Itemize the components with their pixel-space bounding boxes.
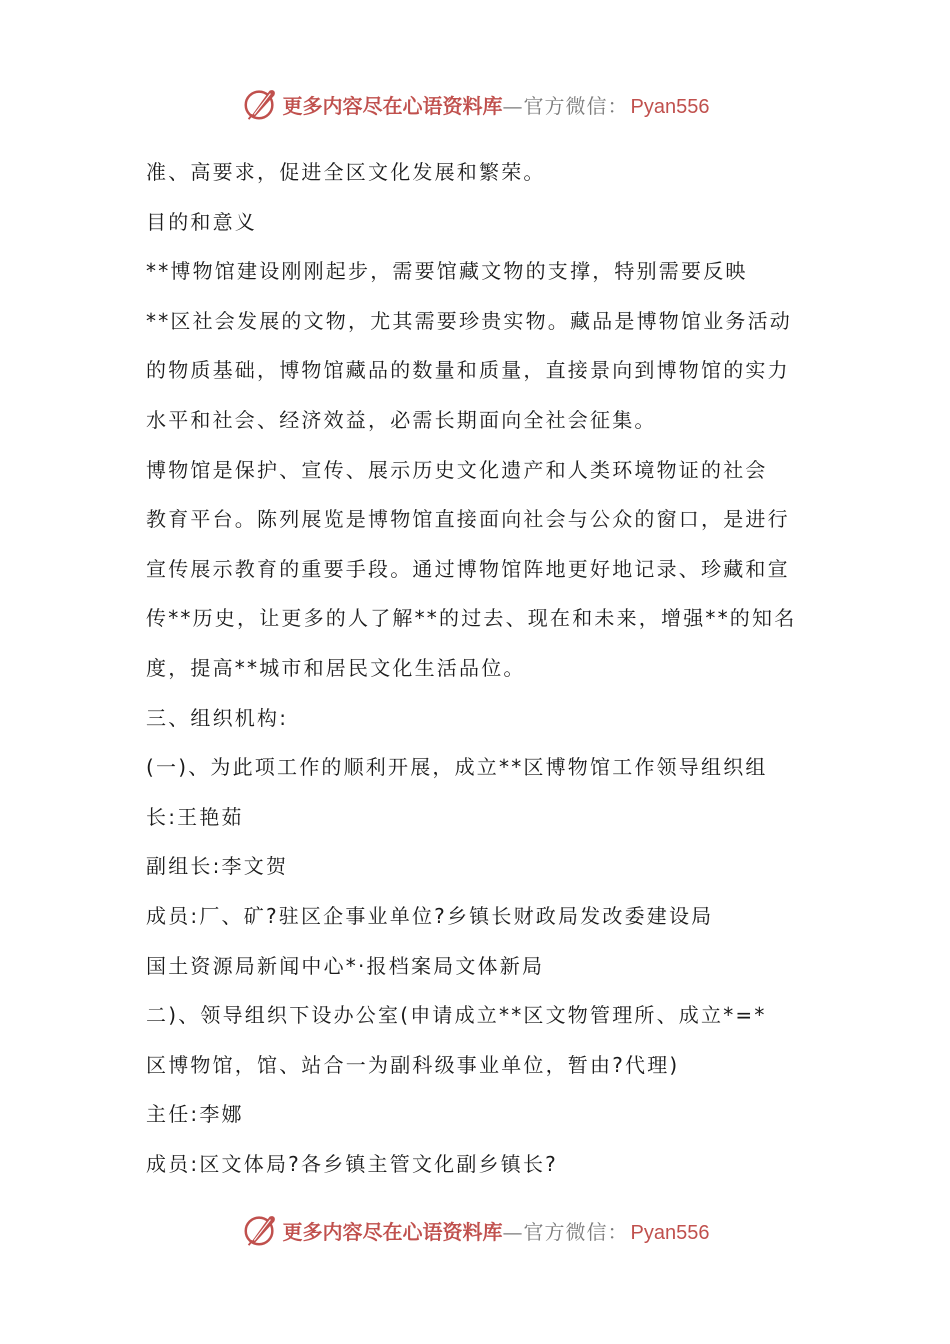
section-heading: 目的和意义 [146,209,257,234]
text-line: 度，提高**城市和居民文化生活品位。 [146,655,526,680]
header-banner [0,82,950,126]
header-dash: — [502,93,524,118]
header-promo [283,90,710,119]
text-line: 的物质基础，博物馆藏品的数量和质量，直接景向到博物馆的实力 [146,358,790,383]
header-wechat-id: Pyan556 [630,95,710,118]
text-line: 准、高要求，促进全区文化发展和繁荣。 [146,160,546,184]
footer-official-label: 官方微信： [523,1219,629,1244]
text-line: 国土资源局新闻中心*·报档案局文体新局 [146,953,545,978]
text-line: 宣传展示教育的重要手段。通过博物馆阵地更好地记录、珍藏和宣 [146,556,790,581]
section-heading: 三、组织机构: [146,705,289,730]
text-line: 成员:厂、矿?驻区企事业单位?乡镇长财政局发改委建设局 [146,903,714,928]
text-line: 成员:区文体局?各乡镇主管文化副乡镇长? [146,1151,558,1176]
footer-wechat-id: Pyan556 [630,1221,710,1244]
text-line: **博物馆建设刚刚起步，需要馆藏文物的支撑，特别需要反映 [146,259,748,284]
text-line: 长:王艳茹 [146,804,244,829]
footer-promo-text: 更多内容尽在心语资料库 [282,1219,503,1244]
text-line: 二)、领导组织下设办公室(申请成立**区文物管理所、成立*=* [146,1003,767,1028]
text-line: (一)、为此项工作的顺利开展，成立**区博物馆工作领导组织组 [146,755,768,780]
text-line: 副组长:李文贺 [146,854,289,879]
text-line: 传**历史，让更多的人了解**的过去、现在和未来，增强**的知名 [146,606,797,631]
text-line: 博物馆是保护、宣传、展示历史文化遗产和人类环境物证的社会 [146,457,768,482]
footer-dash: — [502,1219,524,1244]
quill-pen-in-circle-icon [241,1211,279,1249]
text-line: 主任:李娜 [146,1102,244,1127]
text-line: 区博物馆，馆、站合一为副科级事业单位，暂由?代理) [146,1052,680,1077]
footer-banner [0,1208,950,1252]
text-line: 教育平台。陈列展览是博物馆直接面向社会与公众的窗口，是进行 [146,507,790,532]
header-official-label: 官方微信： [523,93,629,118]
text-line: 水平和社会、经济效益，必需长期面向全社会征集。 [146,407,657,432]
quill-pen-in-circle-icon [241,85,279,123]
footer-promo [283,1216,710,1245]
text-line: **区社会发展的文物，尤其需要珍贵实物。藏品是博物馆业务活动 [146,308,792,333]
document-body [146,148,826,1189]
header-promo-text: 更多内容尽在心语资料库 [282,93,503,118]
